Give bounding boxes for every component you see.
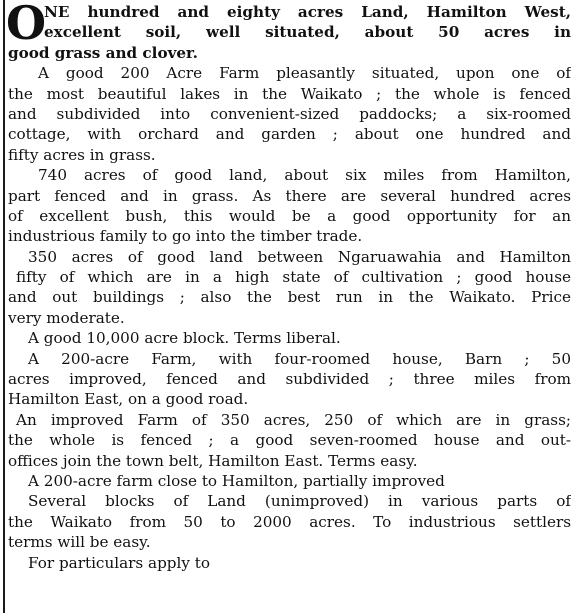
text-line: and subdivided into convenient-sized paddocks; a six-roomed — [8, 104, 571, 123]
text-line: A 200-acre Farm, with four-roomed house, Barn ; 50 — [28, 349, 571, 368]
text-line: good grass and clover. — [8, 43, 198, 62]
text-line: A good 200 Acre Farm pleasantly situated, upon one of — [38, 64, 571, 83]
paragraph-200-acre-farm-barn — [8, 349, 571, 410]
text-line: 350 acres of good land between Ngaruawahia and Hamilton — [28, 247, 571, 266]
paragraph-350-acres — [8, 247, 571, 329]
paragraph-10000-acre-block — [8, 328, 571, 348]
column-rule — [3, 0, 5, 613]
text-line: An improved Farm of 350 acres, 250 of which are in grass; — [16, 410, 571, 429]
text-line: NE hundred and eighty acres Land, Hamilton West, — [44, 3, 571, 21]
paragraph-740-acres — [8, 165, 571, 247]
text-line: Several blocks of Land (unimproved) in various parts of — [28, 492, 571, 511]
text-line: of excellent bush, this would be a good opportunity for an — [8, 206, 571, 225]
text-line: 740 acres of good land, about six miles from Hamilton, — [38, 166, 571, 185]
text-line: fifty acres in grass. — [8, 145, 156, 164]
paragraph-200-acre-farm — [8, 63, 571, 165]
text-line: A good 10,000 acre block. Terms liberal. — [28, 329, 341, 348]
text-line: and out buildings ; also the best run in the Waikato. Price — [8, 288, 571, 307]
text-line: acres improved, fenced and subdivided ; three miles from — [8, 370, 571, 389]
text-line: the whole is fenced ; a good seven-roomed house and out- — [8, 431, 571, 450]
text-line: the most beautiful lakes in the Waikato ; the whole is fenced — [8, 84, 571, 103]
text-line: terms will be easy. — [8, 533, 151, 552]
paragraph-200-acre-farm-hamilton — [8, 471, 571, 491]
paragraph-hamilton-west — [8, 2, 571, 63]
text-line: fifty of which are in a high state of cultivation ; good house — [16, 268, 571, 287]
paragraph-improved-farm-350 — [8, 410, 571, 471]
paragraph-particulars — [8, 553, 571, 573]
text-line: Hamilton East, on a good road. — [8, 390, 249, 409]
drop-cap: O — [6, 0, 47, 50]
text-line: For particulars apply to — [28, 553, 211, 572]
text-line: industrious family to go into the timber trade. — [8, 227, 363, 246]
text-line: part fenced and in grass. As there are several hundred acres — [8, 186, 571, 205]
text-line: very moderate. — [8, 308, 125, 327]
text-line: the Waikato from 50 to 2000 acres. To industrious settlers — [8, 512, 571, 531]
text-line: A 200-acre farm close to Hamilton, partially improved — [28, 471, 445, 490]
text-line: excellent soil, well situated, about 50 acres in — [44, 23, 571, 42]
text-line: offices join the town belt, Hamilton East. Terms easy. — [8, 451, 418, 470]
advertisement-text — [8, 2, 571, 573]
text-line: cottage, with orchard and garden ; about one hundred and — [8, 125, 571, 144]
paragraph-several-blocks — [8, 491, 571, 552]
